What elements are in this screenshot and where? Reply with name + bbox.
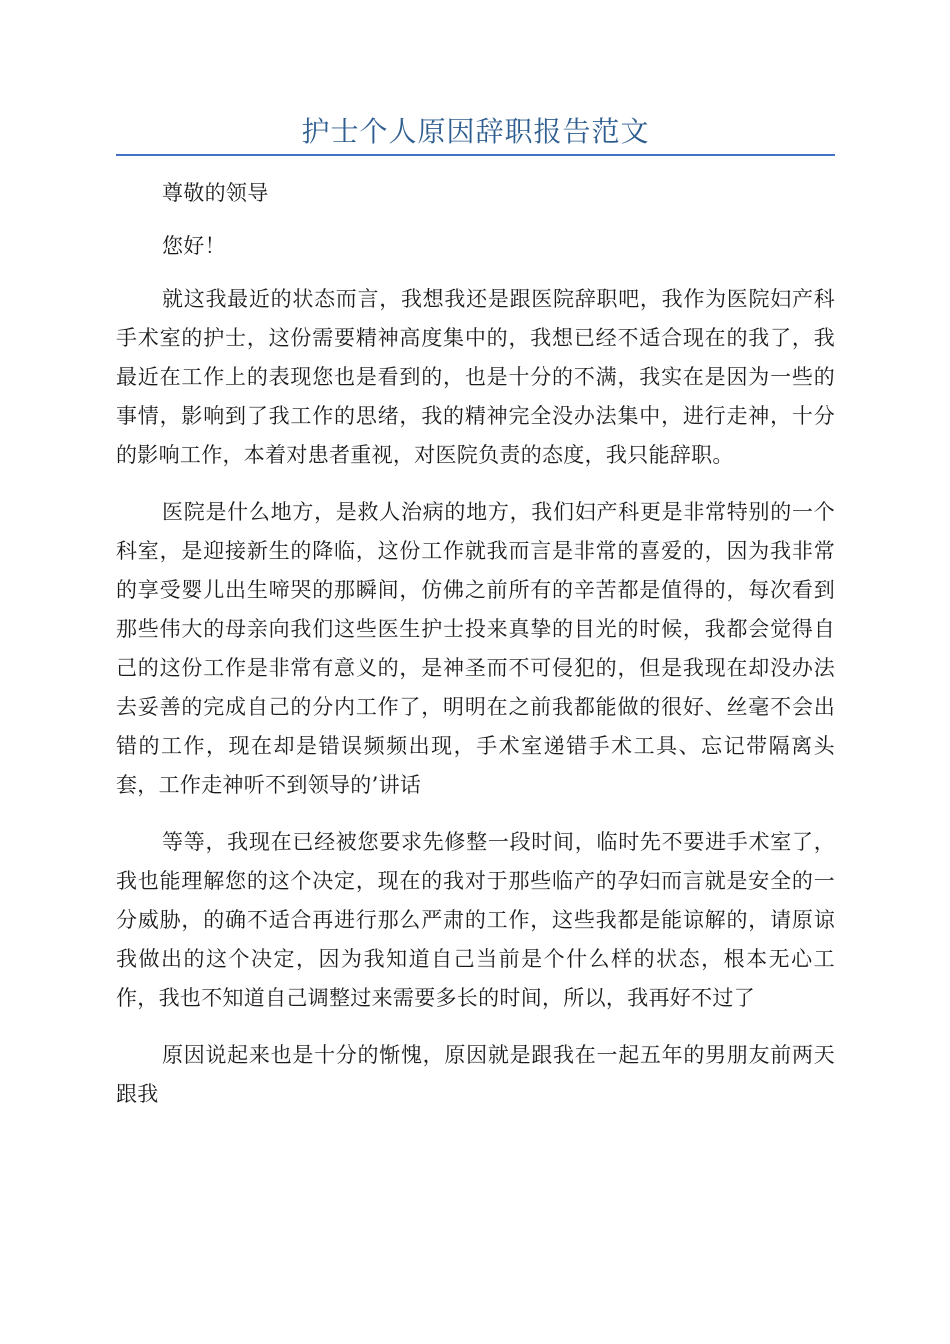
document-title: 护士个人原因辞职报告范文 (301, 115, 650, 148)
body-paragraph: 医院是什么地方，是救人治病的地方，我们妇产科更是非常特别的一个科室，是迎接新生的降临，这份工作就我而言是非常的喜爱的，因为我非常的享受婴儿出生啼哭的那瞬间，仿佛之前所有的辛苦都是值得的，每次看到那些伟大的母亲向我们这些医生护士投来真挚的目光的时候，我都会觉得自己的这份工作是非常有意义的，是神圣而不可侵犯的，但是我现在却没办法去妥善的完成自己的分内工作了，明明在之前我都能做的很好、丝毫不会出错的工作，现在却是错误频频出现，手术室递错手术工具、忘记带隔离头套，工作走神听不到领导的’讲话 (116, 500, 835, 797)
body-paragraph: 等等，我现在已经被您要求先修整一段时间，临时先不要进手术室了，我也能理解您的这个决定，现在的我对于那些临产的孕妇而言就是安全的一分威胁，的确不适合再进行那么严肃的工作，这些我都是能谅解的，请原谅我做出的这个决定，因为我知道自己当前是个什么样的状态，根本无心工作，我也不知道自己调整过来需要多长的时间，所以，我再好不过了 (116, 830, 835, 1010)
body-paragraph: 原因说起来也是十分的惭愧，原因就是跟我在一起五年的男朋友前两天跟我 (116, 1043, 835, 1106)
document-body (116, 174, 835, 1132)
title-underline (116, 154, 835, 156)
salutation: 尊敬的领导 (162, 181, 269, 205)
greeting: 您好！ (162, 234, 226, 258)
body-paragraph: 就这我最近的状态而言，我想我还是跟医院辞职吧，我作为医院妇产科手术室的护士，这份需要精神高度集中的，我想已经不适合现在的我了，我最近在工作上的表现您也是看到的，也是十分的不满，我实在是因为一些的事情，影响到了我工作的思绪，我的精神完全没办法集中，进行走神，十分的影响工作，本着对患者重视，对医院负责的态度，我只能辞职。 (116, 287, 835, 467)
